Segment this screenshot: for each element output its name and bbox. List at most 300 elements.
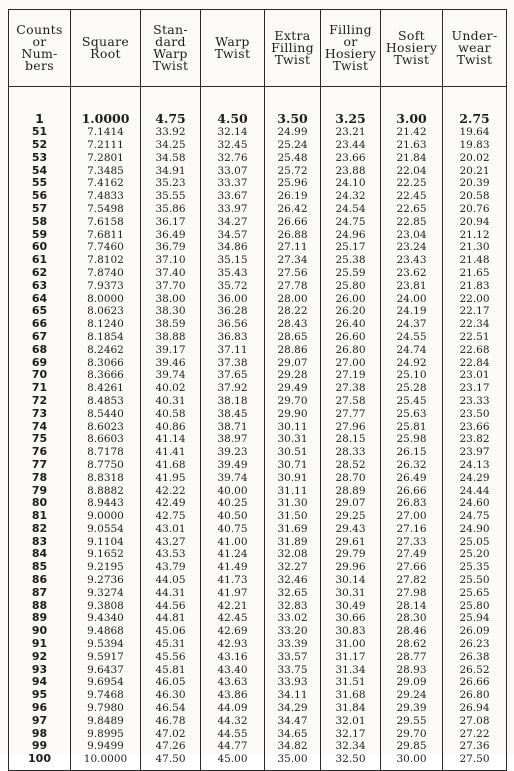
soft-hosiery-twist-cell: 28.62 (381, 638, 443, 651)
table-row (9, 663, 507, 676)
table-row (9, 497, 507, 510)
soft-hosiery-twist-cell: 25.28 (381, 382, 443, 395)
extra-filling-twist-cell: 26.66 (265, 215, 321, 228)
square-root-cell: 9.6437 (71, 663, 141, 676)
empty-cell (381, 766, 443, 771)
filling-hosiery-twist-cell: 23.66 (321, 151, 381, 164)
table-row (9, 343, 507, 356)
standard-warp-twist-cell: 46.78 (141, 714, 201, 727)
header-underwear-twist (443, 10, 507, 87)
soft-hosiery-twist-cell: 25.98 (381, 433, 443, 446)
count-cell: 73 (9, 407, 71, 420)
soft-hosiery-twist-cell: 24.74 (381, 343, 443, 356)
extra-filling-twist-cell: 29.28 (265, 369, 321, 382)
standard-warp-twist-cell: 45.06 (141, 625, 201, 638)
standard-warp-twist-cell: 41.95 (141, 471, 201, 484)
underwear-twist-cell: 23.33 (443, 395, 507, 408)
square-root-cell: 9.8489 (71, 714, 141, 727)
underwear-twist-cell: 26.23 (443, 638, 507, 651)
table-row (9, 126, 507, 139)
count-cell: 83 (9, 535, 71, 548)
standard-warp-twist-cell: 45.56 (141, 650, 201, 663)
filling-hosiery-twist-cell: 29.96 (321, 561, 381, 574)
extra-filling-twist-cell: 33.20 (265, 625, 321, 638)
warp-twist-cell: 40.75 (201, 523, 265, 536)
soft-hosiery-twist-cell: 21.84 (381, 151, 443, 164)
underwear-twist-cell: 23.50 (443, 407, 507, 420)
count-cell: 99 (9, 740, 71, 753)
soft-hosiery-twist-cell: 24.92 (381, 356, 443, 369)
standard-warp-twist-cell: 42.49 (141, 497, 201, 510)
count-cell: 52 (9, 139, 71, 152)
count-cell: 66 (9, 318, 71, 331)
table-row (9, 714, 507, 727)
standard-warp-twist-cell: 34.91 (141, 164, 201, 177)
count-cell: 95 (9, 689, 71, 702)
header-line: Filling (329, 22, 372, 37)
soft-hosiery-twist-cell: 30.00 (381, 753, 443, 766)
warp-twist-cell: 37.92 (201, 382, 265, 395)
warp-twist-cell: 36.00 (201, 292, 265, 305)
square-root-cell: 7.7460 (71, 241, 141, 254)
soft-hosiery-twist-cell: 22.25 (381, 177, 443, 190)
square-root-cell: 7.1414 (71, 126, 141, 139)
empty-cell (321, 766, 381, 771)
filling-hosiery-twist-cell: 27.00 (321, 356, 381, 369)
underwear-twist-cell: 27.22 (443, 727, 507, 740)
header-square-root (71, 10, 141, 87)
underwear-twist-cell: 21.83 (443, 279, 507, 292)
standard-warp-twist-cell: 39.74 (141, 369, 201, 382)
standard-warp-twist-cell: 34.58 (141, 151, 201, 164)
count-cell: 97 (9, 714, 71, 727)
filling-hosiery-twist-cell: 31.84 (321, 702, 381, 715)
empty-cell (265, 87, 321, 114)
standard-warp-twist-cell: 40.58 (141, 407, 201, 420)
header-line: Hosiery (324, 46, 377, 61)
extra-filling-twist-cell: 28.86 (265, 343, 321, 356)
standard-warp-twist-cell: 37.40 (141, 267, 201, 280)
square-root-cell: 7.5498 (71, 203, 141, 216)
extra-filling-twist-cell: 30.91 (265, 471, 321, 484)
underwear-twist-cell: 23.82 (443, 433, 507, 446)
extra-filling-twist-cell: 34.29 (265, 702, 321, 715)
warp-twist-cell: 32.45 (201, 139, 265, 152)
underwear-twist-cell: 26.66 (443, 676, 507, 689)
standard-warp-twist-cell: 46.54 (141, 702, 201, 715)
extra-filling-twist-cell: 26.42 (265, 203, 321, 216)
header-line: or (32, 34, 47, 49)
filling-hosiery-twist-cell: 23.21 (321, 126, 381, 139)
standard-warp-twist-cell: 37.10 (141, 254, 201, 267)
standard-warp-twist-cell: 36.49 (141, 228, 201, 241)
warp-twist-cell: 34.57 (201, 228, 265, 241)
underwear-twist-cell: 24.29 (443, 471, 507, 484)
warp-twist-cell: 43.40 (201, 663, 265, 676)
square-root-cell: 9.1104 (71, 535, 141, 548)
soft-hosiery-twist-cell: 26.49 (381, 471, 443, 484)
count-cell: 64 (9, 292, 71, 305)
header-line: Stan- (153, 22, 188, 37)
count-cell: 57 (9, 203, 71, 216)
square-root-cell: 8.5440 (71, 407, 141, 420)
underwear-twist-cell: 25.05 (443, 535, 507, 548)
filling-hosiery-twist-cell: 30.14 (321, 574, 381, 587)
table-row (9, 331, 507, 344)
warp-twist-cell: 44.55 (201, 727, 265, 740)
filling-hosiery-twist-cell: 28.15 (321, 433, 381, 446)
extra-filling-twist-cell: 33.75 (265, 663, 321, 676)
square-root-cell: 8.8318 (71, 471, 141, 484)
filling-hosiery-twist-cell: 29.79 (321, 548, 381, 561)
count-cell: 74 (9, 420, 71, 433)
extra-filling-twist-cell: 26.88 (265, 228, 321, 241)
soft-hosiery-twist-cell: 28.30 (381, 612, 443, 625)
extra-filling-twist-cell: 25.24 (265, 139, 321, 152)
warp-twist-cell: 37.11 (201, 343, 265, 356)
underwear-twist-cell: 20.94 (443, 215, 507, 228)
empty-cell (443, 766, 507, 771)
standard-warp-twist-cell: 35.23 (141, 177, 201, 190)
filling-hosiery-twist-cell: 31.51 (321, 676, 381, 689)
square-root-cell: 7.4833 (71, 190, 141, 203)
extra-filling-twist-cell: 28.65 (265, 331, 321, 344)
table-row (9, 356, 507, 369)
table-row (9, 254, 507, 267)
underwear-twist-cell: 24.90 (443, 523, 507, 536)
standard-warp-twist-cell: 44.05 (141, 574, 201, 587)
extra-filling-twist-cell: 32.83 (265, 599, 321, 612)
standard-warp-twist-cell: 43.53 (141, 548, 201, 561)
warp-twist-cell: 38.45 (201, 407, 265, 420)
header-line: Twist (332, 58, 369, 73)
standard-warp-twist-cell: 35.55 (141, 190, 201, 203)
underwear-twist-cell: 26.38 (443, 650, 507, 663)
underwear-twist-cell: 23.97 (443, 446, 507, 459)
table-row (9, 702, 507, 715)
header-line: Counts (16, 22, 63, 37)
square-root-cell: 8.8882 (71, 484, 141, 497)
soft-hosiery-twist-cell: 23.43 (381, 254, 443, 267)
filling-hosiery-twist-cell: 30.66 (321, 612, 381, 625)
standard-warp-twist-cell: 35.86 (141, 203, 201, 216)
filling-hosiery-twist-cell: 29.61 (321, 535, 381, 548)
header-line: Extra (274, 28, 311, 43)
soft-hosiery-twist-cell: 26.83 (381, 497, 443, 510)
extra-filling-twist-cell: 31.50 (265, 510, 321, 523)
extra-filling-twist-cell: 31.89 (265, 535, 321, 548)
soft-hosiery-twist-cell: 22.04 (381, 164, 443, 177)
filling-hosiery-twist-cell: 28.70 (321, 471, 381, 484)
filling-hosiery-twist-cell: 25.59 (321, 267, 381, 280)
count-cell: 1 (9, 113, 71, 126)
soft-hosiery-twist-cell: 22.45 (381, 190, 443, 203)
filling-hosiery-twist-cell: 24.32 (321, 190, 381, 203)
filling-hosiery-twist-cell: 31.17 (321, 650, 381, 663)
extra-filling-twist-cell: 29.49 (265, 382, 321, 395)
extra-filling-twist-cell: 32.46 (265, 574, 321, 587)
count-cell: 93 (9, 663, 71, 676)
underwear-twist-cell: 19.64 (443, 126, 507, 139)
soft-hosiery-twist-cell: 24.19 (381, 305, 443, 318)
count-cell: 81 (9, 510, 71, 523)
header-soft-hosiery-twist (381, 10, 443, 87)
filling-hosiery-twist-cell: 25.38 (321, 254, 381, 267)
warp-twist-cell: 42.69 (201, 625, 265, 638)
table-row (9, 190, 507, 203)
filling-hosiery-twist-cell: 26.60 (321, 331, 381, 344)
standard-warp-twist-cell: 40.86 (141, 420, 201, 433)
count-cell: 54 (9, 164, 71, 177)
square-root-cell: 10.0000 (71, 753, 141, 766)
underwear-twist-cell: 25.35 (443, 561, 507, 574)
count-cell: 100 (9, 753, 71, 766)
warp-twist-cell: 35.15 (201, 254, 265, 267)
count-cell: 90 (9, 625, 71, 638)
extra-filling-twist-cell: 33.02 (265, 612, 321, 625)
table-row (9, 446, 507, 459)
header-line: Twist (214, 46, 251, 61)
standard-warp-twist-cell: 46.30 (141, 689, 201, 702)
extra-filling-twist-cell: 28.22 (265, 305, 321, 318)
soft-hosiery-twist-cell: 21.63 (381, 139, 443, 152)
square-root-cell: 8.1854 (71, 331, 141, 344)
warp-twist-cell: 44.77 (201, 740, 265, 753)
soft-hosiery-twist-cell: 28.14 (381, 599, 443, 612)
soft-hosiery-twist-cell: 28.93 (381, 663, 443, 676)
underwear-twist-cell: 19.83 (443, 139, 507, 152)
warp-twist-cell: 45.00 (201, 753, 265, 766)
filling-hosiery-twist-cell: 32.34 (321, 740, 381, 753)
square-root-cell: 7.8102 (71, 254, 141, 267)
header-line: Warp (153, 46, 188, 61)
header-line: or (343, 34, 358, 49)
warp-twist-cell: 32.14 (201, 126, 265, 139)
underwear-twist-cell: 20.21 (443, 164, 507, 177)
underwear-twist-cell: 21.48 (443, 254, 507, 267)
empty-cell (141, 87, 201, 114)
square-root-cell: 9.2195 (71, 561, 141, 574)
standard-warp-twist-cell: 42.22 (141, 484, 201, 497)
extra-filling-twist-cell: 34.65 (265, 727, 321, 740)
count-cell: 85 (9, 561, 71, 574)
table-row (9, 420, 507, 433)
header-line: dard (155, 34, 186, 49)
table-row (9, 574, 507, 587)
header-line: Root (90, 46, 121, 61)
soft-hosiery-twist-cell: 23.81 (381, 279, 443, 292)
header-line: bers (25, 58, 54, 73)
empty-cell (141, 766, 201, 771)
warp-twist-cell: 38.18 (201, 395, 265, 408)
square-root-cell: 7.3485 (71, 164, 141, 177)
warp-twist-cell: 42.45 (201, 612, 265, 625)
square-root-cell: 7.6158 (71, 215, 141, 228)
count-cell: 65 (9, 305, 71, 318)
count-cell: 78 (9, 471, 71, 484)
count-cell: 84 (9, 548, 71, 561)
table-row (9, 215, 507, 228)
warp-twist-cell: 36.56 (201, 318, 265, 331)
square-root-cell: 9.7468 (71, 689, 141, 702)
table-row (9, 676, 507, 689)
square-root-cell: 8.7750 (71, 459, 141, 472)
underwear-twist-cell: 23.01 (443, 369, 507, 382)
warp-twist-cell: 34.86 (201, 241, 265, 254)
filling-hosiery-twist-cell: 24.10 (321, 177, 381, 190)
standard-warp-twist-cell: 33.92 (141, 126, 201, 139)
soft-hosiery-twist-cell: 24.00 (381, 292, 443, 305)
count-cell: 76 (9, 446, 71, 459)
twist-table (8, 9, 507, 771)
soft-hosiery-twist-cell: 27.98 (381, 586, 443, 599)
standard-warp-twist-cell: 37.70 (141, 279, 201, 292)
count-cell: 94 (9, 676, 71, 689)
warp-twist-cell: 34.27 (201, 215, 265, 228)
table-row (9, 382, 507, 395)
underwear-twist-cell: 26.52 (443, 663, 507, 676)
filling-hosiery-twist-cell: 28.89 (321, 484, 381, 497)
count-cell: 55 (9, 177, 71, 190)
soft-hosiery-twist-cell: 25.10 (381, 369, 443, 382)
empty-cell (71, 87, 141, 114)
header-line: Hosiery (385, 40, 438, 55)
filling-hosiery-twist-cell: 31.34 (321, 663, 381, 676)
standard-warp-twist-cell: 44.31 (141, 586, 201, 599)
square-root-cell: 9.9499 (71, 740, 141, 753)
empty-cell (381, 87, 443, 114)
square-root-cell: 8.7178 (71, 446, 141, 459)
square-root-cell: 9.3274 (71, 586, 141, 599)
square-root-cell: 9.3808 (71, 599, 141, 612)
square-root-cell: 9.2736 (71, 574, 141, 587)
warp-twist-cell: 37.38 (201, 356, 265, 369)
table-row (9, 241, 507, 254)
warp-twist-cell: 38.97 (201, 433, 265, 446)
table-row (9, 318, 507, 331)
underwear-twist-cell: 21.30 (443, 241, 507, 254)
table-row (9, 740, 507, 753)
warp-twist-cell: 40.00 (201, 484, 265, 497)
count-cell: 92 (9, 650, 71, 663)
square-root-cell: 8.0623 (71, 305, 141, 318)
empty-cell (9, 766, 71, 771)
square-root-cell: 8.6023 (71, 420, 141, 433)
empty-cell (71, 766, 141, 771)
square-root-cell: 7.2111 (71, 139, 141, 152)
filling-hosiery-twist-cell: 30.49 (321, 599, 381, 612)
warp-twist-cell: 33.67 (201, 190, 265, 203)
filling-hosiery-twist-cell: 28.33 (321, 446, 381, 459)
soft-hosiery-twist-cell: 29.24 (381, 689, 443, 702)
extra-filling-twist-cell: 27.78 (265, 279, 321, 292)
standard-warp-twist-cell: 38.30 (141, 305, 201, 318)
square-root-cell: 9.4868 (71, 625, 141, 638)
table-row (9, 484, 507, 497)
header-line: Twist (274, 52, 311, 67)
underwear-twist-cell: 24.75 (443, 510, 507, 523)
underwear-twist-cell: 27.08 (443, 714, 507, 727)
warp-twist-cell: 4.50 (201, 113, 265, 126)
standard-warp-twist-cell: 47.02 (141, 727, 201, 740)
count-cell: 71 (9, 382, 71, 395)
underwear-twist-cell: 24.13 (443, 459, 507, 472)
standard-warp-twist-cell: 46.05 (141, 676, 201, 689)
count-cell: 82 (9, 523, 71, 536)
square-root-cell: 8.4853 (71, 395, 141, 408)
soft-hosiery-twist-cell: 27.82 (381, 574, 443, 587)
standard-warp-twist-cell: 38.00 (141, 292, 201, 305)
count-cell: 69 (9, 356, 71, 369)
filling-hosiery-twist-cell: 30.83 (321, 625, 381, 638)
filling-hosiery-twist-cell: 29.43 (321, 523, 381, 536)
soft-hosiery-twist-cell: 24.37 (381, 318, 443, 331)
soft-hosiery-twist-cell: 3.00 (381, 113, 443, 126)
table-row (9, 459, 507, 472)
soft-hosiery-twist-cell: 26.32 (381, 459, 443, 472)
table-row (9, 177, 507, 190)
filling-hosiery-twist-cell: 28.52 (321, 459, 381, 472)
soft-hosiery-twist-cell: 23.62 (381, 267, 443, 280)
count-cell: 80 (9, 497, 71, 510)
spacer-row (9, 87, 507, 114)
standard-warp-twist-cell: 36.17 (141, 215, 201, 228)
table-row (9, 164, 507, 177)
warp-twist-cell: 36.28 (201, 305, 265, 318)
table-row (9, 395, 507, 408)
underwear-twist-cell: 25.50 (443, 574, 507, 587)
table-row (9, 433, 507, 446)
soft-hosiery-twist-cell: 29.55 (381, 714, 443, 727)
table-row (9, 305, 507, 318)
warp-twist-cell: 42.21 (201, 599, 265, 612)
warp-twist-cell: 39.74 (201, 471, 265, 484)
warp-twist-cell: 40.25 (201, 497, 265, 510)
filling-hosiery-twist-cell: 29.07 (321, 497, 381, 510)
soft-hosiery-twist-cell: 23.04 (381, 228, 443, 241)
standard-warp-twist-cell: 38.59 (141, 318, 201, 331)
extra-filling-twist-cell: 30.11 (265, 420, 321, 433)
header-standard-warp-twist (141, 10, 201, 87)
extra-filling-twist-cell: 29.70 (265, 395, 321, 408)
header-line: Twist (393, 52, 430, 67)
soft-hosiery-twist-cell: 21.42 (381, 126, 443, 139)
underwear-twist-cell: 22.51 (443, 331, 507, 344)
table-row (9, 650, 507, 663)
empty-cell (201, 87, 265, 114)
extra-filling-twist-cell: 32.65 (265, 586, 321, 599)
header-line: Num- (21, 46, 58, 61)
underwear-twist-cell: 21.12 (443, 228, 507, 241)
standard-warp-twist-cell: 41.41 (141, 446, 201, 459)
extra-filling-twist-cell: 31.30 (265, 497, 321, 510)
square-root-cell: 9.0000 (71, 510, 141, 523)
filling-hosiery-twist-cell: 25.17 (321, 241, 381, 254)
warp-twist-cell: 44.32 (201, 714, 265, 727)
count-cell: 89 (9, 612, 71, 625)
tail-row (9, 766, 507, 771)
warp-twist-cell: 41.24 (201, 548, 265, 561)
filling-hosiery-twist-cell: 24.96 (321, 228, 381, 241)
extra-filling-twist-cell: 24.99 (265, 126, 321, 139)
standard-warp-twist-cell: 41.14 (141, 433, 201, 446)
extra-filling-twist-cell: 35.00 (265, 753, 321, 766)
header-line: Under- (451, 28, 498, 43)
count-cell: 51 (9, 126, 71, 139)
extra-filling-twist-cell: 31.69 (265, 523, 321, 536)
table-row (9, 638, 507, 651)
count-cell: 67 (9, 331, 71, 344)
